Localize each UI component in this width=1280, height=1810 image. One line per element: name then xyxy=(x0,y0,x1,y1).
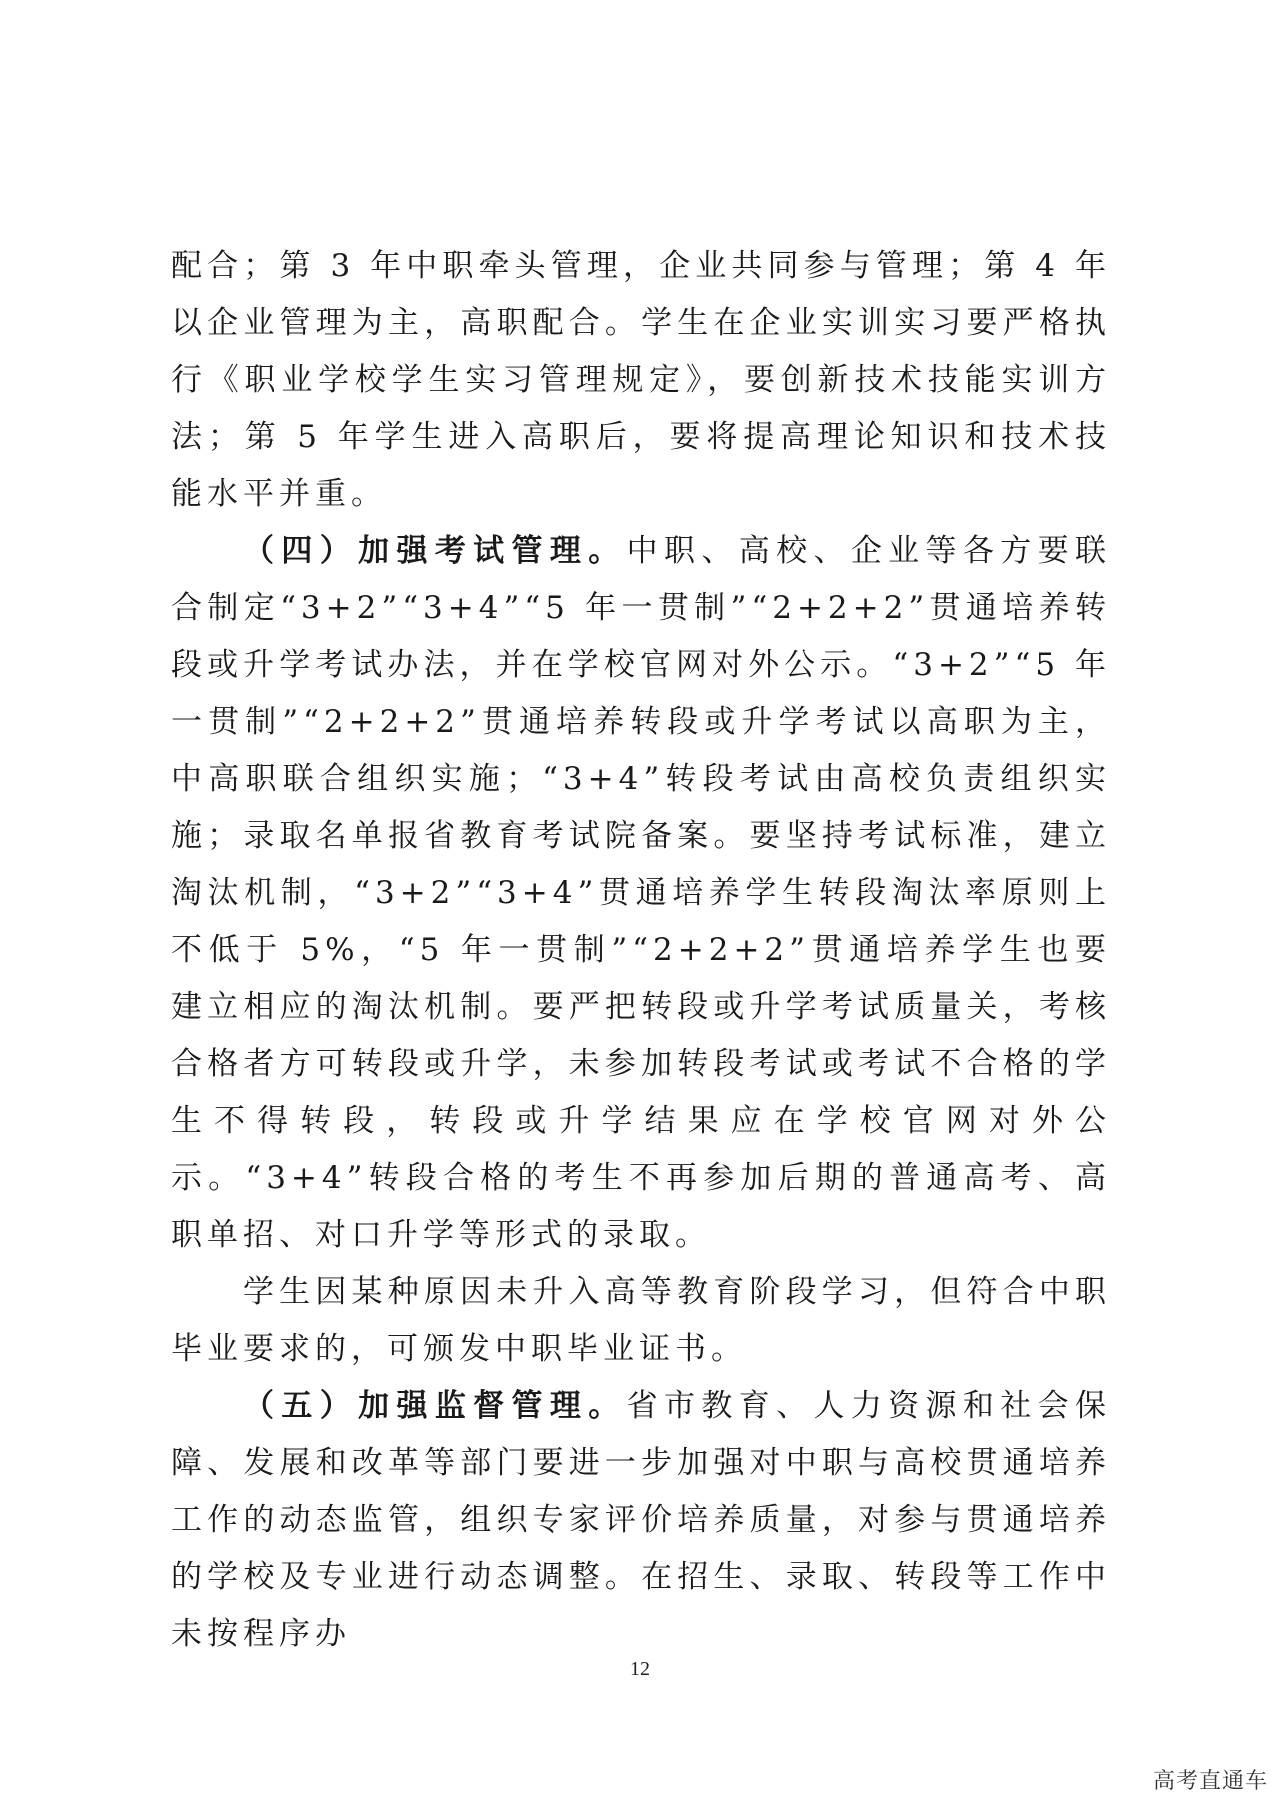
paragraph-supervision-management xyxy=(171,1378,1111,1663)
watermark-text: 高考直通车 xyxy=(1152,1769,1268,1794)
paragraph-continuation xyxy=(171,238,1111,523)
section-heading-supervision-management: （五）加强监督管理。 xyxy=(243,1388,627,1424)
paragraph-text: 省市教育、人力资源和社会保障、发展和改革等部门要进一步加强对中职与高校贯通培养工作的动态监管，组织专家评价培养质量，对参与贯通培养的学校及专业进行动态调整。在招生、录取、转段等工作中未按程序办 xyxy=(171,1388,1112,1652)
page-number: 12 xyxy=(630,1658,650,1680)
paragraph-text: 中职、高校、企业等各方要联合制定“3+2”“3+4”“5 年一贯制”“2+2+2”贯通培养转段或升学考试办法，并在学校官网对外公示。“3+2”“5 年一贯制”“2+2+2”贯通培养转段或升学考试以高职为主，中高职联合组织实施；“3+4”转段考试由高校负责组织实施；录取名单报省教育考试院备案。要坚持考试标准，建立淘汰机制，“3+2”“3+4”贯通培养学生转段淘汰率原则上不低于 5%，“5 年一贯制”“2+2+2”贯通培养学生也要建立相应的淘汰机制。要严把转段或升学考试质量关，考核合格者方可转段或升学，未参加转段考试或考试不合格的学生不得转段，转段或升学结果应在学校官网对外公示。“3+4”转段合格的考生不再参加后期的普通高考、高职单招、对口升学等形式的录取。 xyxy=(171,533,1112,1253)
paragraph-graduation-certificate xyxy=(171,1264,1111,1378)
body-text xyxy=(171,238,1111,1663)
section-heading-exam-management: （四）加强考试管理。 xyxy=(243,533,627,569)
paragraph-exam-management xyxy=(171,523,1111,1264)
paragraph-text: 学生因某种原因未升入高等教育阶段学习，但符合中职毕业要求的，可颁发中职毕业证书。 xyxy=(171,1274,1111,1367)
paragraph-text: 配合；第 3 年中职牵头管理，企业共同参与管理；第 4 年以企业管理为主，高职配合。学生在企业实训实习要严格执行《职业学校学生实习管理规定》，要创新技术技能实训方法；第 5 年学生进入高职后，要将提高理论知识和技术技能水平并重。 xyxy=(171,248,1111,512)
